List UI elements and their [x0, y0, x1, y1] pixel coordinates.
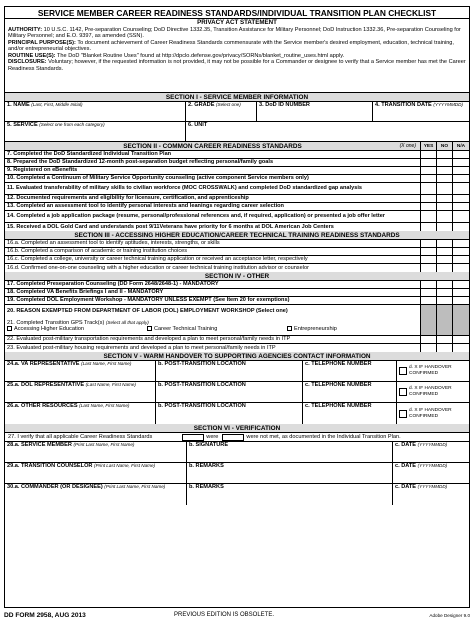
section-3-header [5, 231, 469, 240]
disclosure-paragraph [8, 59, 466, 72]
yes-box[interactable] [421, 183, 437, 194]
no-box[interactable] [437, 159, 453, 166]
item-text: 18. Completed VA Benefits Briefings I and II - MANDATORY [7, 289, 164, 296]
item-text-cell [5, 248, 421, 255]
no-box[interactable] [437, 183, 453, 194]
section-2-item [5, 195, 469, 203]
section-3-title: SECTION III - ACCESSING HIGHER EDUCATION/CAREER TECHNICAL TRAINING READINESS STANDARDS [74, 231, 400, 239]
section-4-item [5, 336, 469, 344]
no-box[interactable] [437, 297, 453, 304]
na-box [453, 317, 469, 335]
no-column-header: NO [437, 142, 453, 150]
designer-note: Adobe Designer 9.0 [429, 612, 470, 618]
na-box[interactable] [453, 211, 469, 222]
checkbox-icon[interactable] [7, 326, 12, 331]
remarks-field[interactable] [187, 484, 393, 505]
section-1-title: SECTION I - SERVICE MEMBER INFORMATION [165, 93, 309, 101]
item-text: 11. Evaluated transferability of military skills to civilian workforce (MOC CROSSWALK) and completed DoD standardized gap analysis [7, 185, 362, 192]
verifier-name-field[interactable] [5, 463, 187, 483]
na-box[interactable] [453, 256, 469, 263]
grade-label: 2. GRADE [188, 102, 215, 108]
section-1-row-1 [5, 102, 469, 122]
na-box[interactable] [453, 195, 469, 202]
yes-box[interactable] [421, 336, 437, 343]
item-text-cell [5, 305, 421, 317]
section-2-item [5, 203, 469, 211]
name-field[interactable] [5, 102, 186, 121]
item-text: 20. REASON EXEMPTED FROM DEPARTMENT OF LABOR (DOL) EMPLOYMENT WORKSHOP (Select one) [7, 307, 288, 314]
no-box[interactable] [437, 203, 453, 210]
remarks-label: b. REMARKS [189, 463, 224, 469]
section-4-item [5, 297, 469, 305]
item-text-cell [5, 240, 421, 247]
item-text: 13. Completed an assessment tool to identify personal interests and leanings regarding career selection [7, 203, 284, 210]
verifier-hint: (Print Last Name, First Name) [73, 442, 135, 447]
section-1-row-2 [5, 122, 469, 142]
date-hint: (YYYYMMDD) [417, 463, 448, 468]
yes-box[interactable] [421, 211, 437, 222]
checkbox-icon[interactable] [147, 326, 152, 331]
location-label: b. POST-TRANSITION LOCATION [158, 361, 246, 367]
representative-field[interactable] [5, 361, 156, 381]
telephone-field[interactable] [303, 403, 397, 424]
confirm-label: d. X IF HANDOVER CONFIRMED [409, 386, 452, 397]
section-3-item [5, 264, 469, 272]
no-box [437, 317, 453, 335]
item-text: 14. Completed a job application package (resume, personal/professional references and, if required, application) or presented a job offer letter [7, 213, 385, 220]
section-2-item [5, 159, 469, 167]
service-label: 5. SERVICE [7, 122, 38, 128]
item-text-cell [5, 223, 421, 231]
authority-label: AUTHORITY: [8, 26, 43, 33]
authority-text: 10 U.S.C. 1142, Pre-separation Counseling; DoD Directive 1332.35, Transition Assistance for Military Personnel; DoD Instruction 1332.36, Pre-separation Counseling for Military Personnel; and E.O. 9397, as amended (SSN). [8, 26, 461, 39]
routine-label: ROUTINE USE(S): [8, 52, 56, 59]
item-text-cell [5, 195, 421, 202]
dod-id-label: 3. DoD ID NUMBER [259, 102, 310, 108]
telephone-label: c. TELEPHONE NUMBER [305, 361, 372, 367]
yes-column-header: YES [421, 142, 437, 150]
na-box[interactable] [453, 264, 469, 272]
section-2-title-cell [5, 142, 421, 150]
yes-box[interactable] [421, 264, 437, 272]
item-text-cell [5, 281, 421, 288]
were-not-box[interactable] [222, 434, 244, 441]
section-2-item [5, 151, 469, 159]
item-text: 16.b. Completed a comparison of academic or training institution choices [7, 248, 188, 255]
section-2-items [5, 151, 469, 231]
dod-id-field[interactable] [257, 102, 373, 121]
item-text: 16.a. Completed an assessment tool to identify aptitudes, interests, strengths, or skills [7, 240, 220, 247]
yes-box[interactable] [421, 159, 437, 166]
signature-label: b. SIGNATURE [189, 442, 229, 448]
yes-box[interactable] [421, 289, 437, 296]
date-label: c. DATE [395, 463, 417, 469]
location-field[interactable] [156, 361, 303, 381]
na-box[interactable] [453, 344, 469, 352]
track-options [7, 326, 418, 332]
track-option-technical[interactable] [147, 326, 287, 332]
date-hint: (YYYYMMDD) [417, 442, 448, 447]
item-text-cell [5, 211, 421, 222]
no-box[interactable] [437, 151, 453, 158]
representative-field[interactable] [5, 403, 156, 424]
section-1-header [5, 93, 469, 102]
yes-box[interactable] [421, 195, 437, 202]
na-box[interactable] [453, 167, 469, 174]
na-box[interactable] [453, 281, 469, 288]
item-text: 9. Registered on eBenefits [7, 167, 78, 174]
na-column-header: N/A [456, 144, 466, 149]
item-text-cell [5, 289, 421, 296]
na-box[interactable] [453, 289, 469, 296]
yes-box[interactable] [421, 281, 437, 288]
yes-box[interactable] [421, 175, 437, 182]
name-hint: (Last Name, First Name) [81, 361, 132, 366]
no-box[interactable] [437, 336, 453, 343]
no-box [437, 305, 453, 317]
yes-box[interactable] [421, 151, 437, 158]
handover-row [5, 382, 469, 403]
section-4-title: SECTION IV - OTHER [204, 272, 270, 280]
yes-box[interactable] [421, 167, 437, 174]
item-text-cell [5, 175, 421, 182]
na-box[interactable] [453, 183, 469, 194]
track-hint: (Select all that apply) [105, 319, 149, 325]
grade-hint: (Select one) [215, 102, 241, 107]
verifier-label: 30.a. COMMANDER (OR DESIGNEE) [7, 484, 103, 490]
yes-box[interactable] [421, 256, 437, 263]
track-option-label: Career Technical Training [154, 326, 218, 332]
obsolete-notice: PREVIOUS EDITION IS OBSOLETE. [174, 612, 275, 618]
handover-row [5, 403, 469, 424]
no-box[interactable] [437, 281, 453, 288]
yes-box[interactable] [421, 240, 437, 247]
section-2-title: SECTION II - COMMON CAREER READINESS STANDARDS [123, 143, 302, 150]
date-label: c. DATE [395, 442, 417, 448]
service-hint: (Select one from each category) [39, 122, 105, 127]
form-number: DD FORM 2958, AUG 2013 [4, 611, 86, 619]
no-box[interactable] [437, 248, 453, 255]
verification-row [5, 463, 469, 484]
item-text: 22. Evaluated post-military transportation requirements and developed a plan to meet personal/family needs in ITP [7, 336, 291, 343]
date-field[interactable] [393, 484, 469, 505]
location-field[interactable] [156, 403, 303, 424]
purpose-label: PRINCIPAL PURPOSE(S): [8, 39, 76, 46]
section-5-title: SECTION V - WARM HANDOVER TO SUPPORTING AGENCIES CONTACT INFORMATION [103, 352, 371, 360]
yes-box [421, 305, 437, 317]
verify-text-b: were not met, as documented in the Individual Transition Plan. [246, 434, 401, 440]
form-footer [4, 610, 470, 620]
confirm-checkbox[interactable] [399, 410, 407, 418]
item-text-cell [5, 203, 421, 210]
section-5-header [5, 352, 469, 361]
na-box[interactable] [453, 297, 469, 304]
name-hint: (Last, First, Middle Initial) [31, 102, 83, 107]
item-text-cell [5, 256, 421, 263]
section-6-header [5, 424, 469, 433]
track-option-label: Entrepreneurship [294, 326, 337, 332]
verify-text-a: 27. I verify that all applicable Career Readiness Standards [8, 434, 153, 440]
purpose-paragraph [8, 40, 466, 53]
date-field[interactable] [393, 463, 469, 483]
verification-statement [5, 433, 469, 442]
handover-confirm-cell [397, 361, 469, 381]
track-option-entrepreneurship[interactable] [287, 326, 337, 332]
privacy-heading: PRIVACY ACT STATEMENT [197, 19, 277, 26]
section-4-header [5, 272, 469, 281]
location-label: b. POST-TRANSITION LOCATION [158, 382, 246, 388]
location-field[interactable] [156, 382, 303, 402]
name-hint: (Last Name, First Name) [79, 403, 130, 408]
yes-box[interactable] [421, 248, 437, 255]
na-box[interactable] [453, 248, 469, 255]
confirm-label: d. X IF HANDOVER CONFIRMED [409, 407, 452, 419]
item-text: 23. Evaluated post-military housing requirements and developed a plan to meet personal/family needs in ITP [7, 344, 276, 351]
date-field[interactable] [393, 442, 469, 462]
confirm-label: d. X IF HANDOVER CONFIRMED [409, 365, 452, 376]
item-text-cell [5, 159, 421, 166]
telephone-label: c. TELEPHONE NUMBER [305, 382, 372, 388]
date-label: c. DATE [395, 484, 417, 490]
item-text: 12. Documented requirements and eligibility for licensure, certification, and apprenticeship [7, 195, 249, 202]
form-title: SERVICE MEMBER CAREER READINESS STANDARDS/INDIVIDUAL TRANSITION PLAN CHECKLIST [37, 7, 437, 18]
item-text-cell [5, 151, 421, 158]
no-box[interactable] [437, 240, 453, 247]
privacy-act-block [5, 19, 469, 93]
date-hint: (YYYYMMDD) [417, 484, 448, 489]
item-text-cell [5, 167, 421, 174]
section-2-item [5, 223, 469, 231]
yes-box[interactable] [421, 203, 437, 210]
no-box[interactable] [437, 289, 453, 296]
authority-paragraph [8, 27, 466, 40]
item-text: 16.d. Confirmed one-on-one counseling with a higher education or career technical training institution advisor or counselor [7, 264, 309, 271]
yes-box[interactable] [421, 344, 437, 352]
service-field[interactable] [5, 122, 186, 141]
verifier-name-field[interactable] [5, 442, 187, 462]
na-box[interactable] [453, 336, 469, 343]
item-text-cell [5, 297, 421, 304]
item-text: 17. Completed Preseparation Counseling (DD Form 2648/2648-1) - MANDATORY [7, 281, 219, 288]
section-3-item [5, 248, 469, 256]
na-box[interactable] [453, 240, 469, 247]
signature-field[interactable] [187, 442, 393, 462]
telephone-field[interactable] [303, 382, 397, 402]
item-text: 16.c. Completed a college, university or career technical training application or received an acceptance letter, respectively [7, 256, 308, 263]
item-text-cell [5, 183, 421, 194]
item-text: 19. Completed DOL Employment Workshop - MANDATORY UNLESS EXEMPT (See Item 20 for exemptions) [7, 297, 290, 304]
na-box[interactable] [453, 203, 469, 210]
section-2-item [5, 183, 469, 195]
section-6-items [5, 442, 469, 505]
na-box [453, 305, 469, 317]
verification-row [5, 442, 469, 463]
name-hint: (Last Name, First Name) [85, 382, 136, 387]
na-box[interactable] [453, 151, 469, 158]
no-box[interactable] [437, 211, 453, 222]
no-box[interactable] [437, 223, 453, 231]
no-box[interactable] [437, 264, 453, 272]
track-label: 21. Completed Transition GPS Track(s) [7, 319, 105, 326]
na-box[interactable] [453, 159, 469, 166]
telephone-field[interactable] [303, 361, 397, 381]
section-3-item [5, 256, 469, 264]
telephone-label: c. TELEPHONE NUMBER [305, 403, 372, 409]
disclosure-text: Voluntary; however, if the requested information is not provided, it may not be possible for a Commander or designee to verify that a Service member has met the Career Readiness Standards. [8, 59, 466, 72]
confirm-checkbox[interactable] [399, 388, 407, 396]
yes-box [421, 317, 437, 335]
unit-field[interactable] [186, 122, 469, 141]
routine-text: The DoD "Blanket Routine Uses" found at http://dpclo.defense.gov/privacy/SORNs/blanket_routine_uses.html apply. [57, 52, 345, 59]
grade-field[interactable] [186, 102, 257, 121]
location-label: b. POST-TRANSITION LOCATION [158, 403, 246, 409]
track-row [5, 317, 469, 336]
section-3-item [5, 240, 469, 248]
handover-confirm-cell [397, 382, 469, 402]
remarks-label: b. REMARKS [189, 484, 224, 490]
transition-date-label: 4. TRANSITION DATE [375, 102, 432, 108]
section-4-items-2 [5, 336, 469, 352]
representative-label: 24.a. VA REPRESENTATIVE [7, 361, 80, 367]
verifier-label: 29.a. TRANSITION COUNSELOR [7, 463, 93, 469]
handover-confirm-cell [397, 403, 469, 424]
representative-label: 26.a. OTHER RESOURCES [7, 403, 78, 409]
item-text: 8. Prepared the DoD Standardized 12-month post-separation budget reflecting personal/family goals [7, 159, 274, 166]
section-2-item [5, 175, 469, 183]
section-4-item [5, 305, 469, 317]
x-one-hint: (X one) [399, 143, 416, 149]
verifier-name-field[interactable] [5, 484, 187, 505]
verifier-label: 28.a. SERVICE MEMBER [7, 442, 72, 448]
verifier-hint: (Print Last Name, First Name) [104, 484, 166, 489]
section-4-items [5, 281, 469, 317]
track-option-higher-ed[interactable] [7, 326, 147, 332]
remarks-field[interactable] [187, 463, 393, 483]
checklist-form [4, 6, 470, 608]
confirm-checkbox[interactable] [399, 367, 407, 375]
section-4-item [5, 289, 469, 297]
representative-field[interactable] [5, 382, 156, 402]
no-box[interactable] [437, 256, 453, 263]
na-box[interactable] [453, 175, 469, 182]
form-title-row [5, 7, 469, 19]
unit-label: 6. UNIT [188, 122, 208, 128]
disclosure-label: DISCLOSURE: [8, 59, 47, 65]
yes-box[interactable] [421, 297, 437, 304]
representative-label: 25.a. DOL REPRESENTATIVE [7, 382, 85, 388]
no-box[interactable] [437, 195, 453, 202]
transition-date-hint: (YYYYMMDD) [433, 102, 463, 107]
yes-box[interactable] [421, 223, 437, 231]
track-cell [5, 317, 421, 335]
no-box[interactable] [437, 344, 453, 352]
section-4-item [5, 344, 469, 352]
section-2-header [5, 142, 469, 151]
item-text: 15. Received a DOL Gold Card and understands post 9/11Veterans have priority for 6 months at DOL American Job Centers [7, 223, 334, 230]
item-text: 7. Completed the DoD Standardized Individual Transition Plan [7, 151, 172, 158]
item-text-cell [5, 336, 421, 343]
were-box[interactable] [182, 434, 204, 441]
section-3-items [5, 240, 469, 272]
item-text: 10. Completed a Continuum of Military Service Opportunity counseling (active component Service members only) [7, 175, 309, 182]
transition-date-field[interactable] [373, 102, 469, 121]
were-label: were [206, 434, 219, 440]
purpose-text: To document achievement of Career Readiness Standards commensurate with the Service member's desired employment, education, technical training, and/or entrepreneurial objectives. [8, 39, 454, 52]
checkbox-icon[interactable] [287, 326, 292, 331]
item-text-cell [5, 344, 421, 352]
verification-row [5, 484, 469, 505]
section-4-item [5, 281, 469, 289]
name-label: 1. NAME [7, 102, 30, 108]
no-box[interactable] [437, 175, 453, 182]
no-box[interactable] [437, 167, 453, 174]
section-5-items [5, 361, 469, 424]
section-6-title: SECTION VI - VERIFICATION [193, 424, 281, 432]
handover-row [5, 361, 469, 382]
track-option-label: Accessing Higher Education [14, 326, 84, 332]
section-2-item [5, 167, 469, 175]
section-2-item [5, 211, 469, 223]
verifier-hint: (Print Last Name, First Name) [94, 463, 156, 468]
na-box[interactable] [453, 223, 469, 231]
item-text-cell [5, 264, 421, 272]
